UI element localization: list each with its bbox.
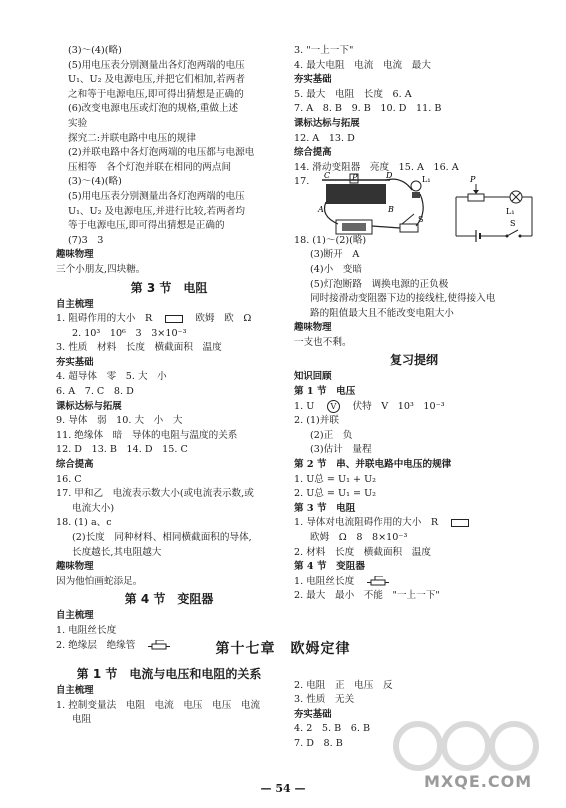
line-text: 实验	[68, 117, 88, 129]
line-text: 16. C	[56, 473, 82, 485]
line-text: (5)灯泡断路 调换电源的正负极	[310, 278, 449, 290]
line-text: 1. 导体对电流阻碍作用的大小 R	[294, 517, 448, 529]
label-a: A	[318, 205, 324, 214]
answer-line	[56, 341, 282, 356]
line-text: 第 3 节 电阻	[294, 502, 356, 514]
answer-line	[56, 699, 282, 714]
rheostat-symbol-icon	[367, 576, 389, 586]
line-text: 17.	[294, 176, 310, 188]
answer-line	[56, 190, 282, 205]
label-b: B	[388, 205, 394, 214]
answer-line	[56, 414, 282, 429]
line-text: 2. 材料 长度 横截面积 温度	[294, 546, 431, 558]
line-text: 趣味物理	[56, 249, 94, 261]
line-text-after: 伏特 V 10³ 10⁻³	[342, 400, 445, 412]
chapter-title: 第十七章 欧姆定律	[215, 641, 351, 657]
label-l1-schematic: L₁	[506, 207, 515, 216]
page-number: — 54 —	[260, 782, 306, 795]
section-heading	[294, 321, 534, 336]
answer-line	[294, 44, 534, 59]
answer-line	[294, 516, 534, 531]
answer-line	[56, 117, 282, 132]
answer-line	[56, 473, 282, 488]
label-l1-left: L₁	[422, 175, 431, 184]
line-text: 4. 最大电阻 电流 电流 最大	[294, 59, 431, 71]
line-text: 5. 最大 电阻 长度 6. A	[294, 88, 412, 100]
section-heading	[56, 400, 282, 415]
line-text: 同时接滑动变阻器下边的接线柱,使得接入电	[310, 293, 496, 305]
answer-line	[294, 278, 534, 293]
answer-line	[294, 664, 534, 679]
line-text: 夯实基础	[294, 74, 332, 86]
answer-line	[56, 102, 282, 117]
line-text: 2. 10³ 10⁶ 3 3×10⁻³	[72, 327, 187, 339]
circuit-figure	[316, 172, 538, 244]
line-text: (3)断开 A	[310, 249, 360, 261]
answer-line	[56, 624, 282, 639]
line-text: 自主梳理	[56, 685, 94, 696]
line-text: 第 3 节 电阻	[130, 280, 208, 295]
line-text: 第 4 节 变阻器	[124, 592, 214, 607]
schematic-switch	[507, 230, 518, 236]
answer-line	[56, 546, 282, 561]
bulb-icon	[411, 181, 421, 191]
line-text: 1. 阻碍作用的大小 R	[56, 313, 162, 325]
answer-line	[56, 312, 282, 327]
answer-line	[56, 219, 282, 234]
line-text: 1. U	[294, 400, 324, 412]
answer-line	[294, 443, 534, 458]
answer-line	[294, 531, 534, 546]
line-text: 之和等于电源电压,即可得出猜想是正确的	[68, 88, 244, 100]
line-text: 3. "一上一下"	[294, 45, 354, 56]
label-p: P	[352, 173, 358, 182]
answer-line	[294, 132, 534, 147]
line-text: 电流大小)	[72, 502, 115, 514]
section-heading	[294, 73, 534, 88]
line-text: (2)并联电路中各灯泡两端的电压都与电源电	[68, 147, 255, 159]
answer-line	[56, 132, 282, 147]
section-heading	[56, 684, 282, 699]
resistor-symbol-icon	[165, 315, 183, 323]
answer-line	[56, 516, 282, 531]
line-text: (4)小 变暗	[310, 263, 362, 275]
answer-line	[56, 146, 282, 161]
answer-line	[294, 263, 534, 278]
line-text: (3)估计 量程	[310, 444, 372, 456]
line-text: 压相等 各个灯泡并联在相同的两点间	[68, 161, 232, 173]
answer-line	[56, 161, 282, 176]
section-heading	[56, 609, 282, 624]
line-text: (6)改变电源电压或灯泡的规格,重做上述	[68, 103, 239, 115]
answer-line	[294, 589, 534, 604]
answer-line	[294, 473, 534, 488]
line-text: 探究二:并联电路中电压的规律	[68, 132, 196, 144]
label-d: D	[386, 172, 393, 180]
line-text: 趣味物理	[56, 561, 94, 573]
section-heading	[294, 117, 534, 132]
line-text: 3. 性质 材料 长度 横截面积 温度	[56, 342, 222, 354]
line-text: 欧姆 Ω 8 8×10⁻³	[310, 532, 408, 543]
answer-line	[294, 502, 534, 517]
line-text: 1. 电阻丝长度	[294, 575, 364, 587]
line-text: 夯实基础	[56, 356, 94, 368]
line-text: 6. A 7. C 8. D	[56, 386, 134, 398]
line-text: 等于电源电压,即可得出猜想是正确的	[68, 220, 225, 232]
section-heading	[56, 458, 282, 473]
line-text: 17. 甲和乙 电流表示数大小(或电流表示数,或	[56, 488, 254, 500]
answer-line	[294, 414, 534, 429]
line-text: 自主梳理	[56, 610, 94, 622]
line-text: 3. 性质 无关	[294, 694, 355, 706]
label-s-left: S	[418, 215, 424, 224]
line-text-after: 欧姆 欧 Ω	[185, 313, 252, 325]
line-text: 7. A 8. B 9. B 10. D 11. B	[294, 103, 442, 115]
answer-line	[56, 370, 282, 385]
section-heading	[56, 248, 282, 263]
section-title	[56, 666, 282, 682]
section-heading	[56, 560, 282, 575]
answer-line	[294, 59, 534, 74]
schematic-resistor	[468, 194, 484, 201]
label-s-schematic: S	[510, 219, 516, 228]
answer-line	[56, 88, 282, 103]
line-text: 14. 滑动变阻器 亮度 15. A 16. A	[294, 161, 459, 173]
section-heading	[294, 146, 534, 161]
section-heading	[56, 356, 282, 371]
section-title	[56, 280, 282, 296]
line-text: 自主梳理	[56, 298, 94, 310]
answer-line	[294, 307, 534, 322]
answer-line	[294, 560, 534, 575]
line-text: 一支也不剩。	[294, 336, 352, 348]
answer-line	[56, 502, 282, 517]
line-text: 第 1 节 电压	[294, 386, 356, 398]
answer-line	[294, 248, 534, 263]
line-text: (5)用电压表分别测量出各灯泡两端的电压	[68, 190, 245, 202]
line-text: 三个小朋友,四块糖。	[56, 263, 146, 275]
bottom-left-column	[56, 664, 282, 728]
answer-line	[56, 263, 282, 278]
line-text: 2. U总 = U₁ = U₂	[294, 488, 377, 500]
line-text: 9. 导体 弱 10. 大 小 大	[56, 415, 183, 427]
answer-line	[56, 327, 282, 342]
line-text: U₁、U₂ 及电源电压,并进行比较,若两者均	[68, 205, 245, 217]
line-text: 2. 绝缘层 绝缘管	[56, 639, 145, 651]
line-text: 夯实基础	[294, 708, 332, 720]
line-text: 长度越长,其电阻越大	[72, 546, 162, 558]
line-text: 因为他怕画蛇添足。	[56, 575, 143, 587]
answer-line	[56, 385, 282, 400]
answer-line	[56, 531, 282, 546]
line-text: U₁、U₂ 及电源电压,并把它们相加,若两者	[68, 74, 245, 86]
line-text: 知识回顾	[294, 371, 332, 383]
line-text: (7)3 3	[68, 234, 104, 246]
answer-line	[56, 487, 282, 502]
label-c: C	[324, 172, 331, 180]
line-text: 综合提高	[56, 459, 94, 471]
answer-line	[294, 487, 534, 502]
line-text: 复习提纲	[389, 353, 438, 368]
line-text: 2. 电阻 正 电压 反	[294, 679, 393, 691]
line-text: 课标达标与拓展	[294, 117, 360, 129]
line-text: 第 4 节 变阻器	[294, 561, 365, 573]
section-title	[294, 352, 534, 368]
line-text: 11. 绝缘体 暗 导体的电阻与温度的关系	[56, 429, 238, 441]
answer-line	[294, 575, 534, 590]
line-text: 7. D 8. B	[294, 737, 343, 749]
line-text: 2. (1)并联	[294, 415, 339, 427]
line-text: (5)用电压表分别测量出各灯泡两端的电压	[68, 59, 245, 71]
line-text: 4. 超导体 零 5. 大 小	[56, 371, 167, 383]
line-text: 第 2 节 串、并联电路中电压的规律	[294, 459, 452, 471]
answer-line	[294, 458, 534, 473]
answer-line	[294, 102, 534, 117]
answer-line	[56, 73, 282, 88]
answer-line	[56, 44, 282, 59]
section-heading	[56, 298, 282, 313]
answer-line	[294, 336, 534, 351]
line-text: 趣味物理	[294, 322, 332, 334]
resistor-symbol-icon	[451, 519, 469, 527]
answer-line	[294, 385, 534, 400]
line-text: 第 1 节 电流与电压和电阻的关系	[76, 667, 262, 681]
line-text: 2. 最大 最小 不能 "一上一下"	[294, 590, 440, 602]
section-heading	[294, 370, 534, 385]
answer-line	[56, 429, 282, 444]
answer-line	[294, 400, 534, 415]
line-text: 综合提高	[294, 147, 332, 159]
watermark-text: MXQE.COM	[424, 772, 533, 791]
section-title	[56, 591, 282, 607]
answer-line	[56, 234, 282, 249]
line-text: (3)～(4)(略)	[68, 45, 122, 56]
line-text: (2)长度 同种材料、相同横截面积的导体,	[72, 532, 252, 543]
answer-line	[294, 429, 534, 444]
left-column	[56, 44, 282, 653]
answer-line	[294, 292, 534, 307]
answer-line	[56, 443, 282, 458]
answer-line	[294, 88, 534, 103]
line-text: 课标达标与拓展	[56, 400, 122, 412]
answer-line	[294, 679, 534, 694]
label-p-schematic: P	[470, 175, 476, 184]
line-text: 12. D 13. B 14. D 15. C	[56, 444, 188, 456]
answer-line	[56, 205, 282, 220]
answer-line	[56, 175, 282, 190]
line-text: 18. (1) a、c	[56, 517, 112, 529]
line-text: 4. 2 5. B 6. B	[294, 723, 371, 735]
line-text: 12. A 13. D	[294, 132, 355, 144]
line-text: (3)～(4)(略)	[68, 176, 122, 188]
answer-line	[56, 713, 282, 728]
line-text: 路的阻值最大且不能改变电阻大小	[310, 307, 454, 319]
answer-line	[56, 59, 282, 74]
line-text: 1. 控制变量法 电阻 电流 电压 电压 电流	[56, 699, 261, 711]
rheostat-coil	[326, 184, 386, 204]
line-text: 1. U总 = U₁ + U₂	[294, 473, 377, 485]
line-text: (2)正 负	[310, 429, 353, 441]
line-text: 电阻	[72, 714, 92, 726]
answer-line	[56, 575, 282, 590]
right-column	[294, 44, 534, 604]
answer-line	[294, 546, 534, 561]
voltmeter-symbol-icon: V	[327, 400, 340, 413]
switch-icon	[400, 224, 418, 232]
line-text: 1. 电阻丝长度	[56, 624, 117, 636]
line-text: 18. (1)～(2)(略)	[294, 234, 367, 246]
